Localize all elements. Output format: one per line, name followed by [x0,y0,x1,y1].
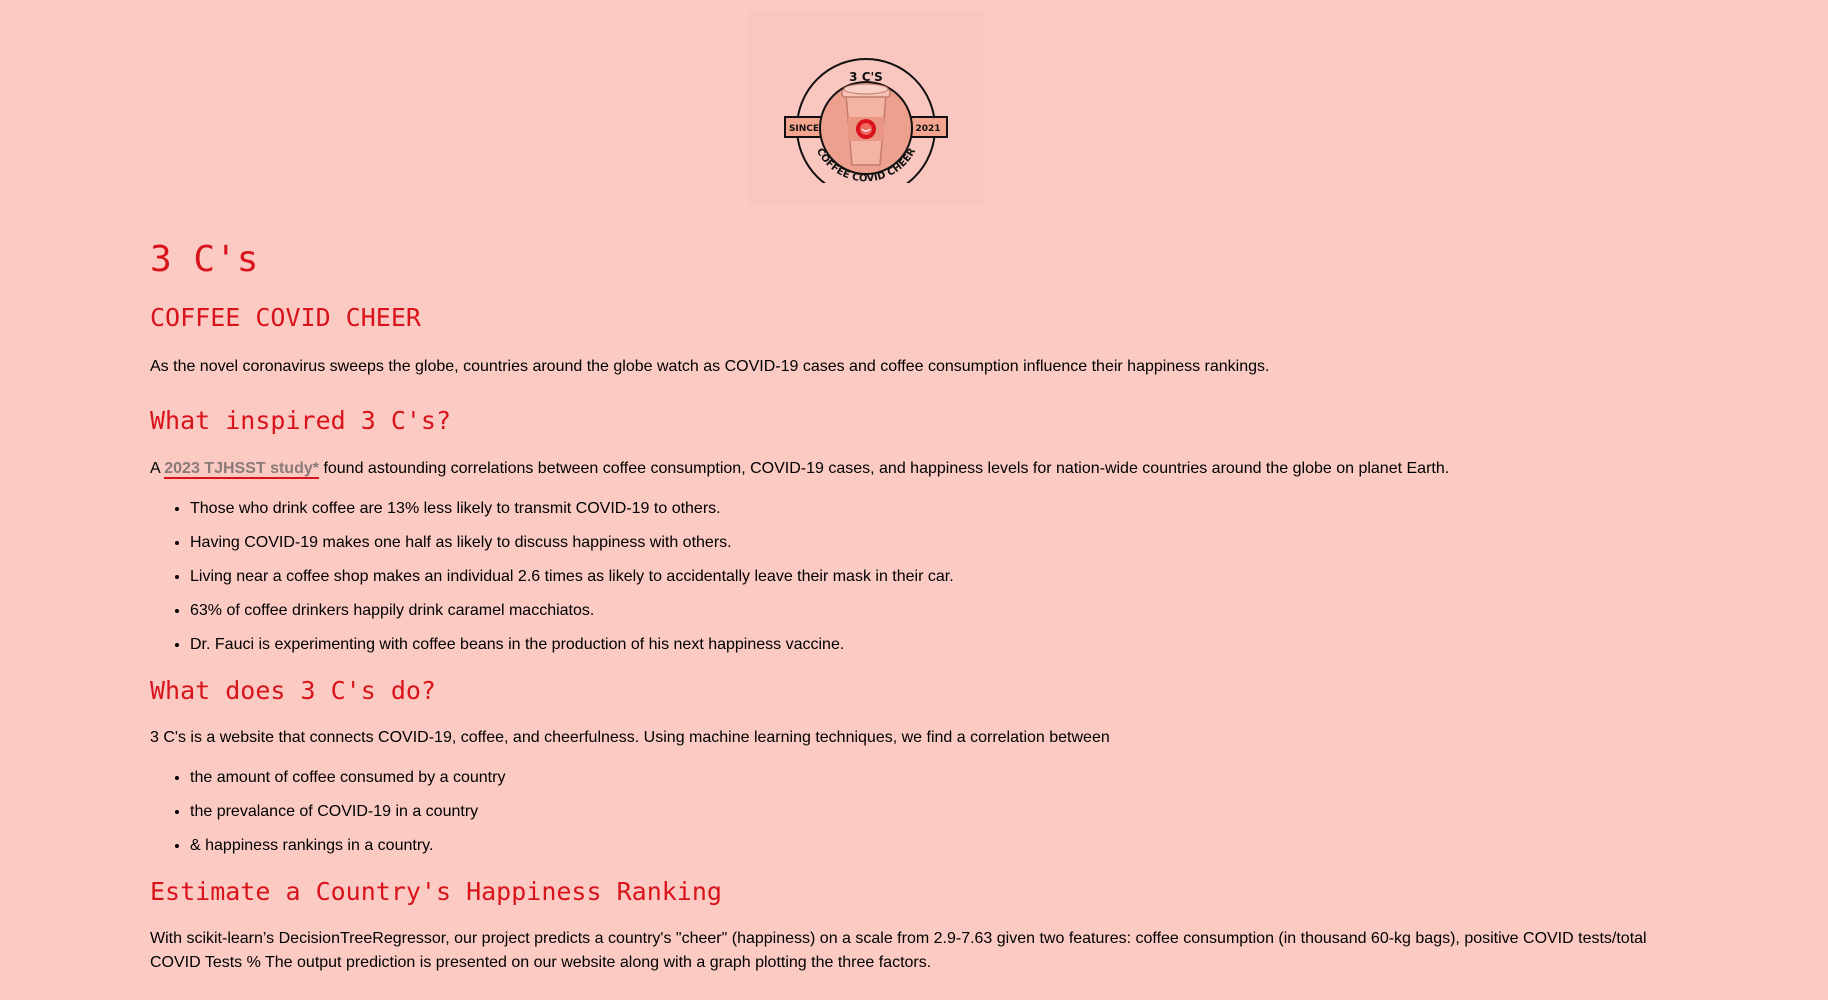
estimate-paragraph: With scikit-learn’s DecisionTreeRegressor, our project predicts a country's "cheer" (happiness) on a scale from 2.9-7.63 given two features: coffee consumption (in thousand 60-kg bags), positive COVID tests/total COVID Tests % The output prediction is presented on our website along with a graph plotting the three factors. [150,930,1647,971]
inspired-suffix: found astounding correlations between coffee consumption, COVID-19 cases, and happiness levels for nation-wide countries around the globe on planet Earth. [323,460,1450,477]
list-item: • the amount of coffee consumed by a country [190,766,1680,790]
page-subtitle: COFFEE COVID CHEER [150,303,421,332]
does-heading: What does 3 C's do? [150,676,436,705]
facts-list [150,497,1680,657]
logo-top-text: 3 C'S [849,70,883,84]
intro-paragraph: As the novel coronavirus sweeps the globe, countries around the globe watch as COVID-19 cases and coffee consumption influence their happiness rankings. [150,358,1270,375]
list-item: • the prevalance of COVID-19 in a country [190,800,1680,824]
inspired-prefix: A [150,460,160,477]
list-item: • Having COVID-19 makes one half as likely to discuss happiness with others. [190,531,1680,555]
list-item: • & happiness rankings in a country. [190,834,1680,858]
study-link[interactable]: 2023 TJHSST study* [164,460,319,477]
logo-container [747,10,985,206]
logo-left-banner: SINCE [788,124,820,134]
list-item: • Those who drink coffee are 13% less likely to transmit COVID-19 to others. [190,497,1680,521]
logo-right-banner: 2021 [915,124,941,134]
estimate-heading: Estimate a Country's Happiness Ranking [150,877,722,906]
list-item: • Living near a coffee shop makes an individual 2.6 times as likely to accidentally leave their mask in their car. [190,565,1680,589]
page-title: 3 C's [150,239,259,280]
does-paragraph: 3 C's is a website that connects COVID-19, coffee, and cheerfulness. Using machine learning techniques, we find a correlation between [150,729,1110,746]
main-content [150,228,1680,975]
logo-bottom-text: COFFEE COVID CHEER [813,146,919,183]
does-list [150,766,1680,858]
list-item: • 63% of coffee drinkers happily drink caramel macchiatos. [190,599,1680,623]
inspired-paragraph [150,457,1680,481]
inspired-heading: What inspired 3 C's? [150,406,452,435]
coffee-cup-logo [776,33,956,183]
list-item: • Dr. Fauci is experimenting with coffee beans in the production of his next happiness vaccine. [190,633,1680,657]
